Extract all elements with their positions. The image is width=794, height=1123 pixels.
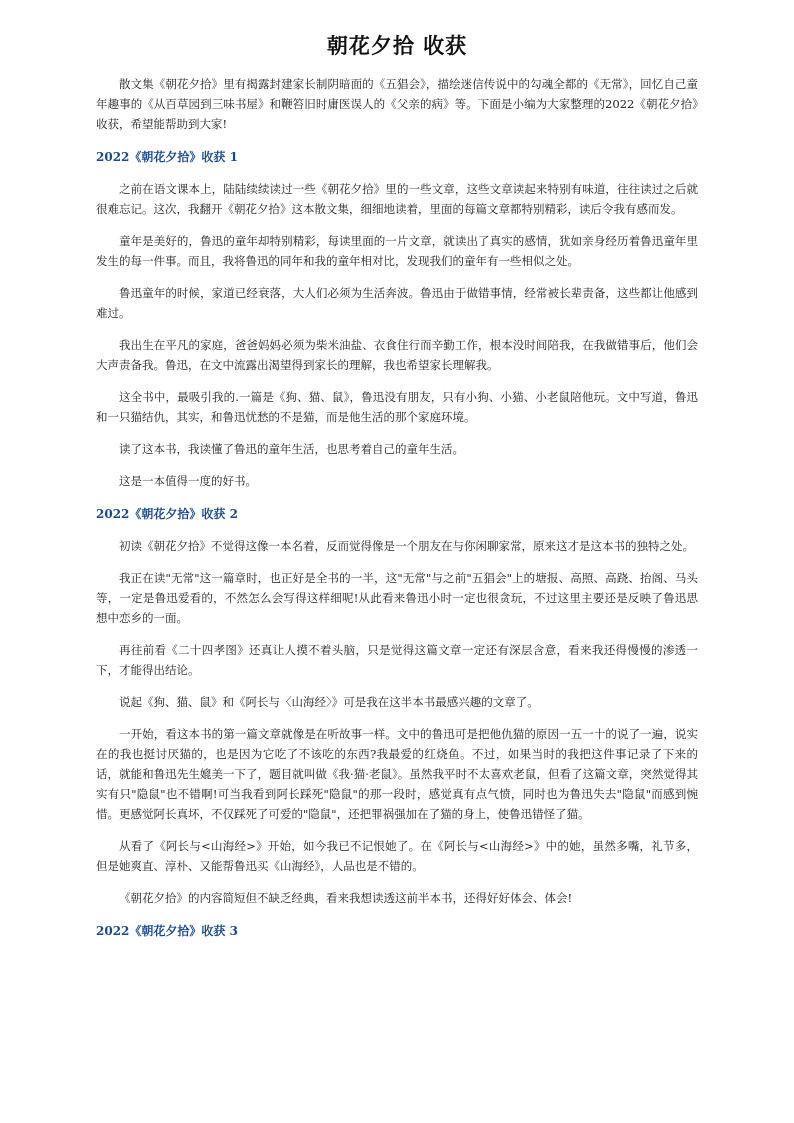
- page-title: 朝花夕拾 收获: [326, 34, 468, 58]
- paragraph: 鲁迅童年的时候，家道已经衰落，大人们必须为生活奔波。鲁迅由于做错事情，经常被长辈责备，这些都让他感到难过。: [96, 286, 698, 320]
- paragraph: 这全书中，最吸引我的.一篇是《狗、猫、鼠》，鲁迅没有朋友，只有小狗、小猫、小老鼠陪他玩。文中写道，鲁迅和一只猫结仇，其实，和鲁迅忧愁的不是猫，而是他生活的那个家庭环境。: [96, 390, 698, 424]
- section-heading-3: 2022《朝花夕拾》收获 3: [96, 924, 238, 938]
- paragraph: 童年是美好的，鲁迅的童年却特别精彩，每读里面的一片文章，就读出了真实的感情，犹如亲身经历着鲁迅童年里发生的每一件事。而且，我将鲁迅的同年和我的童年相对比，发现我们的童年有一些相似之处。: [96, 234, 698, 268]
- paragraph: 我出生在平凡的家庭，爸爸妈妈必须为柴米油盐、衣食住行而辛勤工作，根本没时间陪我，在我做错事后，他们会大声责备我。鲁迅，在文中流露出渴望得到家长的理解，我也希望家长理解我。: [96, 338, 698, 372]
- paragraph: 读了这本书，我读懂了鲁迅的童年生活，也思考着自己的童年生活。: [119, 442, 464, 456]
- paragraph: 一开始，看这本书的第一篇文章就像是在听故事一样。文中的鲁迅可是把他仇猫的原因一五一十的说了一遍，说实在的我也挺讨厌猫的，也是因为它吃了不该吃的东西?我最爱的红烧鱼。不过，如果当时的我把这件事记录了下来的话，就能和鲁迅先生媲美一下了，题目就叫做《我·猫·老鼠》。虽然我平时不太喜欢老鼠，但看了这篇文章，突然觉得其实有只"隐鼠"也不错啊!可当我看到阿长踩死"隐鼠"的那一段时，感觉真有点气愤，同时也为鲁迅失去"隐鼠"而感到惋惜。更感觉阿长真坏，不仅踩死了可爱的"隐鼠"，还把罪祸强加在了猫的身上，使鲁迅错怪了猫。: [96, 727, 698, 821]
- section-heading-2: 2022《朝花夕拾》收获 2: [96, 507, 238, 521]
- paragraph: 初读《朝花夕拾》不觉得这像一本名着，反而觉得像是一个朋友在与你闲聊家常，原来这才是这本书的独特之处。: [119, 539, 694, 553]
- paragraph: 我正在读"无常"这一篇章时，也正好是全书的一半，这"无常"与之前"五猖会"上的塘报、高照、高跷、抬阁、马头等，一定是鲁迅爱看的，不然怎么会写得这样细呢!从此看来鲁迅小时一定也很贪玩，不过这里主要还是反映了鲁迅思想中恋乡的一面。: [96, 571, 698, 625]
- paragraph: 这是一本值得一度的好书。: [119, 474, 257, 488]
- paragraph: 从看了《阿长与<山海经>》开始，如今我已不记恨她了。在《阿长与<山海经>》中的她，虽然多嘴，礼节多，但是她爽直、淳朴、又能帮鲁迅买《山海经》，人品也是不错的。: [96, 839, 698, 873]
- paragraph: 《朝花夕拾》的内容简短但不缺乏经典，看来我想读透这前半本书，还得好好体会、体会!: [119, 891, 573, 905]
- paragraph: 说起《狗、猫、鼠》和《阿长与〈山海经〉》可是我在这半本书最感兴趣的文章了。: [119, 695, 539, 709]
- section-heading-1: 2022《朝花夕拾》收获 1: [96, 150, 238, 164]
- paragraph: 之前在语文课本上，陆陆续续读过一些《朝花夕拾》里的一些文章，这些文章读起来特别有味道，往往读过之后就很难忘记。这次，我翻开《朝花夕拾》这本散文集，细细地读着，里面的每篇文章都特别精彩，读后令我有感而发。: [96, 182, 698, 216]
- paragraph: 再往前看《二十四孝图》还真让人摸不着头脑，只是觉得这篇文章一定还有深层含意，看来我还得慢慢的渗透一下，才能得出结论。: [96, 643, 698, 677]
- intro-paragraph: 散文集《朝花夕拾》里有揭露封建家长制阴暗面的《五猖会》，描绘迷信传说中的勾魂全都的《无常》，回忆自己童年趣事的《从百草园到三味书屋》和鞭笞旧时庸医误人的《父亲的病》等。下面是小编为大家整理的2022《朝花夕拾》收获，希望能帮助到大家!: [96, 77, 698, 131]
